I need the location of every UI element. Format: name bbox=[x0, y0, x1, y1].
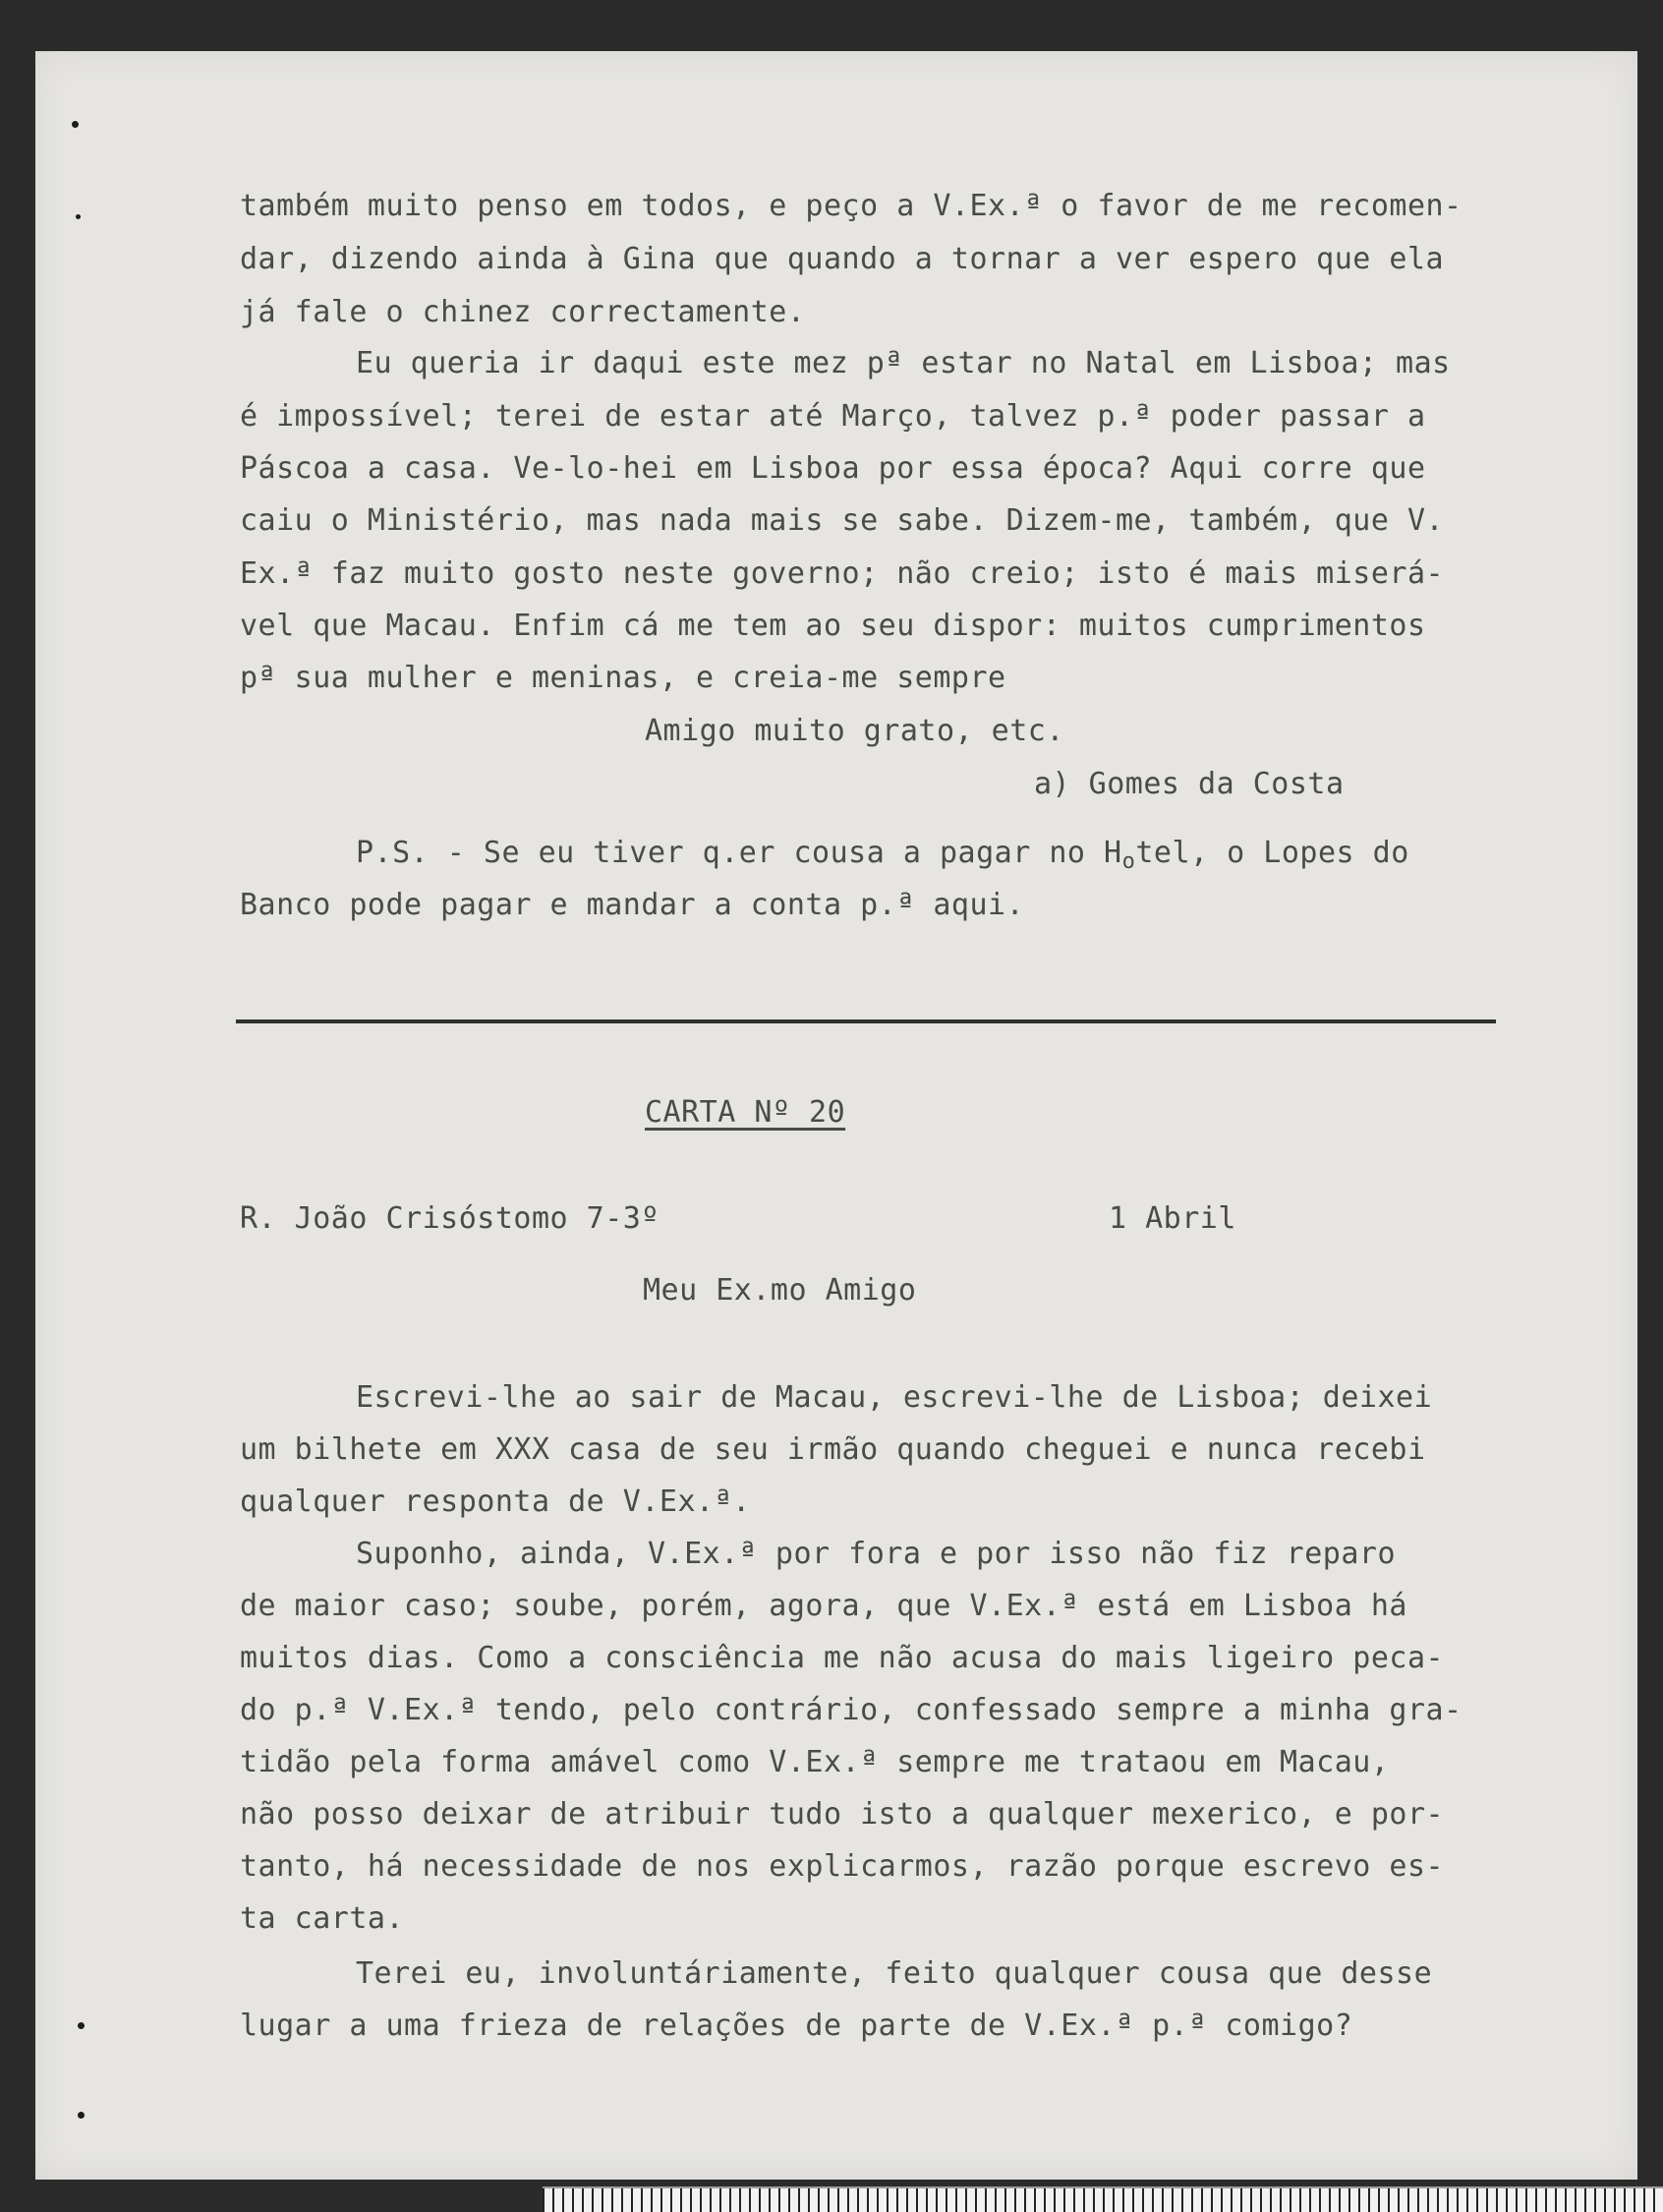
text-line: muitos dias. Como a consciência me não acusa do mais ligeiro peca- bbox=[240, 1641, 1445, 1675]
text-line: ta carta. bbox=[240, 1901, 405, 1936]
address-line: R. João Crisóstomo 7-3º bbox=[240, 1201, 659, 1236]
text-line: do p.ª V.Ex.ª tendo, pelo contrário, confessado sempre a minha gra- bbox=[240, 1693, 1462, 1727]
text-line: lugar a uma frieza de relações de parte de V.Ex.ª p.ª comigo? bbox=[240, 2008, 1353, 2043]
text-line: Suponho, ainda, V.Ex.ª por fora e por isso não fiz reparo bbox=[356, 1537, 1397, 1571]
letter-title: CARTA Nº 20 bbox=[645, 1095, 846, 1130]
salutation-line: Meu Ex.mo Amigo bbox=[643, 1273, 917, 1308]
punch-hole-mark bbox=[78, 2112, 85, 2119]
text-line: também muito penso em todos, e peço a V.Ex.ª o favor de me recomen- bbox=[240, 189, 1462, 223]
postscript-line: Banco pode pagar e mandar a conta p.ª aqui. bbox=[240, 888, 1025, 922]
text-line: um bilhete em XXX casa de seu irmão quando cheguei e nunca recebi bbox=[240, 1432, 1426, 1467]
closing-line: Amigo muito grato, etc. bbox=[645, 714, 1064, 748]
text-line: dar, dizendo ainda à Gina que quando a tornar a ver espero que ela bbox=[240, 242, 1445, 276]
postscript-line bbox=[356, 836, 1409, 874]
text-line: vel que Macau. Enfim cá me tem ao seu dispor: muitos cumprimentos bbox=[240, 609, 1426, 643]
section-separator-rule bbox=[236, 1019, 1496, 1023]
text-line: Páscoa a casa. Ve-lo-hei em Lisboa por essa época? Aqui corre que bbox=[240, 451, 1426, 486]
text-line: caiu o Ministério, mas nada mais se sabe. Dizem-me, também, que V. bbox=[240, 503, 1445, 538]
signature-line: a) Gomes da Costa bbox=[1034, 767, 1345, 801]
postscript-text: tel, o Lopes do bbox=[1135, 836, 1409, 870]
date-line: 1 Abril bbox=[1109, 1201, 1236, 1236]
text-line: Escrevi-lhe ao sair de Macau, escrevi-lhe de Lisboa; deixei bbox=[356, 1380, 1433, 1415]
text-line: já fale o chinez correctamente. bbox=[240, 295, 806, 329]
punch-hole-mark bbox=[78, 2022, 85, 2029]
punch-hole-mark bbox=[72, 121, 79, 128]
text-line: Ex.ª faz muito gosto neste governo; não creio; isto é mais miserá- bbox=[240, 556, 1445, 591]
text-line: Eu queria ir daqui este mez pª estar no Natal em Lisboa; mas bbox=[356, 346, 1451, 380]
text-line: Terei eu, involuntáriamente, feito qualquer cousa que desse bbox=[356, 1956, 1433, 1991]
postscript-text: P.S. - Se eu tiver q.er cousa a pagar no H bbox=[356, 836, 1122, 870]
letter-end-text bbox=[240, 0, 1547, 2043]
text-line: é impossível; terei de estar até Março, talvez p.ª poder passar a bbox=[240, 399, 1426, 434]
text-line: tidão pela forma amável como V.Ex.ª sempre me trataou em Macau, bbox=[240, 1745, 1390, 1779]
postscript-subscript: o bbox=[1121, 849, 1136, 874]
text-line: pª sua mulher e meninas, e creia-me sempre bbox=[240, 661, 1006, 695]
text-line: tanto, há necessidade de nos explicarmos, razão porque escrevo es- bbox=[240, 1849, 1445, 1884]
text-line: não posso deixar de atribuir tudo isto a qualquer mexerico, e por- bbox=[240, 1797, 1445, 1832]
text-line: de maior caso; soube, porém, agora, que V.Ex.ª está em Lisboa há bbox=[240, 1589, 1407, 1623]
text-line: qualquer responta de V.Ex.ª. bbox=[240, 1484, 751, 1519]
punch-hole-mark bbox=[76, 214, 81, 219]
scale-ruler bbox=[543, 2186, 1663, 2212]
